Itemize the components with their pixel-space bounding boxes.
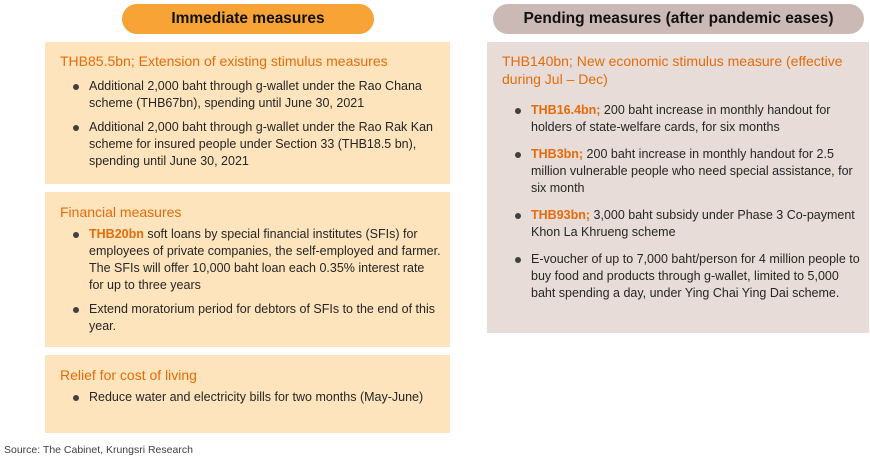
list-item-text: Reduce water and electricity bills for two months (May-June) xyxy=(89,390,424,404)
bullet-icon xyxy=(515,108,521,114)
list-item-text: 200 baht increase in monthly handout for 2.5 million vulnerable people who need special assistance, for six month xyxy=(531,147,853,195)
bullet-icon xyxy=(515,152,521,158)
list-item xyxy=(70,78,442,112)
list-item xyxy=(70,301,442,335)
financial-measures-list xyxy=(70,226,442,342)
amount-highlight: THB20bn xyxy=(89,227,144,241)
list-item-text: soft loans by special financial institutes (SFIs) for employees of private companies, the self-employed and farmer. The SFIs will offer 10,000 baht loan each 0.35% interest rate for up to three years xyxy=(89,227,441,292)
bullet-icon xyxy=(73,84,79,90)
amount-highlight: THB3bn; xyxy=(531,147,584,161)
bullet-icon xyxy=(73,395,79,401)
bullet-icon xyxy=(73,232,79,238)
stimulus-extension-box xyxy=(45,42,450,184)
immediate-measures-header: Immediate measures xyxy=(122,4,374,34)
financial-measures-box xyxy=(45,192,450,347)
list-item-text: Additional 2,000 baht through g-wallet under the Rao Chana scheme (THB67bn), spending until June 30, 2021 xyxy=(89,79,422,110)
financial-measures-title: Financial measures xyxy=(60,204,182,220)
bullet-icon xyxy=(73,307,79,313)
stimulus-extension-title: THB85.5bn; Extension of existing stimulus measures xyxy=(60,53,388,69)
list-item-text: Additional 2,000 baht through g-wallet under the Rao Rak Kan scheme for insured people under Section 33 (THB18.5 bn), spending until June 30, 2021 xyxy=(89,120,433,168)
bullet-icon xyxy=(515,213,521,219)
amount-highlight: THB93bn; xyxy=(531,208,591,222)
pending-measures-header: Pending measures (after pandemic eases) xyxy=(493,4,864,34)
pending-stimulus-list xyxy=(512,102,861,312)
bullet-icon xyxy=(515,257,521,263)
cost-of-living-list xyxy=(70,389,442,413)
list-item xyxy=(512,207,861,241)
list-item-text: E-voucher of up to 7,000 baht/person for 4 million people to buy food and products through g-wallet, limited to 5,000 baht spending a day, under Ying Chai Ying Dai scheme. xyxy=(531,252,860,300)
list-item xyxy=(70,226,442,294)
list-item-text: 3,000 baht subsidy under Phase 3 Co-payment Khon La Khrueng scheme xyxy=(531,208,855,239)
pending-stimulus-title: THB140bn; New economic stimulus measure (effective during Jul – Dec) xyxy=(502,53,843,87)
list-item-text: 200 baht increase in monthly handout for holders of state-welfare cards, for six months xyxy=(531,103,831,134)
amount-highlight: THB16.4bn; xyxy=(531,103,601,117)
source-note: Source: The Cabinet, Krungsri Research xyxy=(4,444,193,456)
pending-stimulus-box xyxy=(487,42,869,333)
bullet-icon xyxy=(73,125,79,131)
list-item xyxy=(512,102,861,136)
list-item xyxy=(70,389,442,406)
list-item-text: Extend moratorium period for debtors of SFIs to the end of this year. xyxy=(89,302,436,333)
list-item xyxy=(512,146,861,197)
list-item xyxy=(512,251,861,302)
list-item xyxy=(70,119,442,170)
stimulus-extension-list xyxy=(70,78,442,177)
cost-of-living-title: Relief for cost of living xyxy=(60,367,197,383)
cost-of-living-box xyxy=(45,355,450,433)
